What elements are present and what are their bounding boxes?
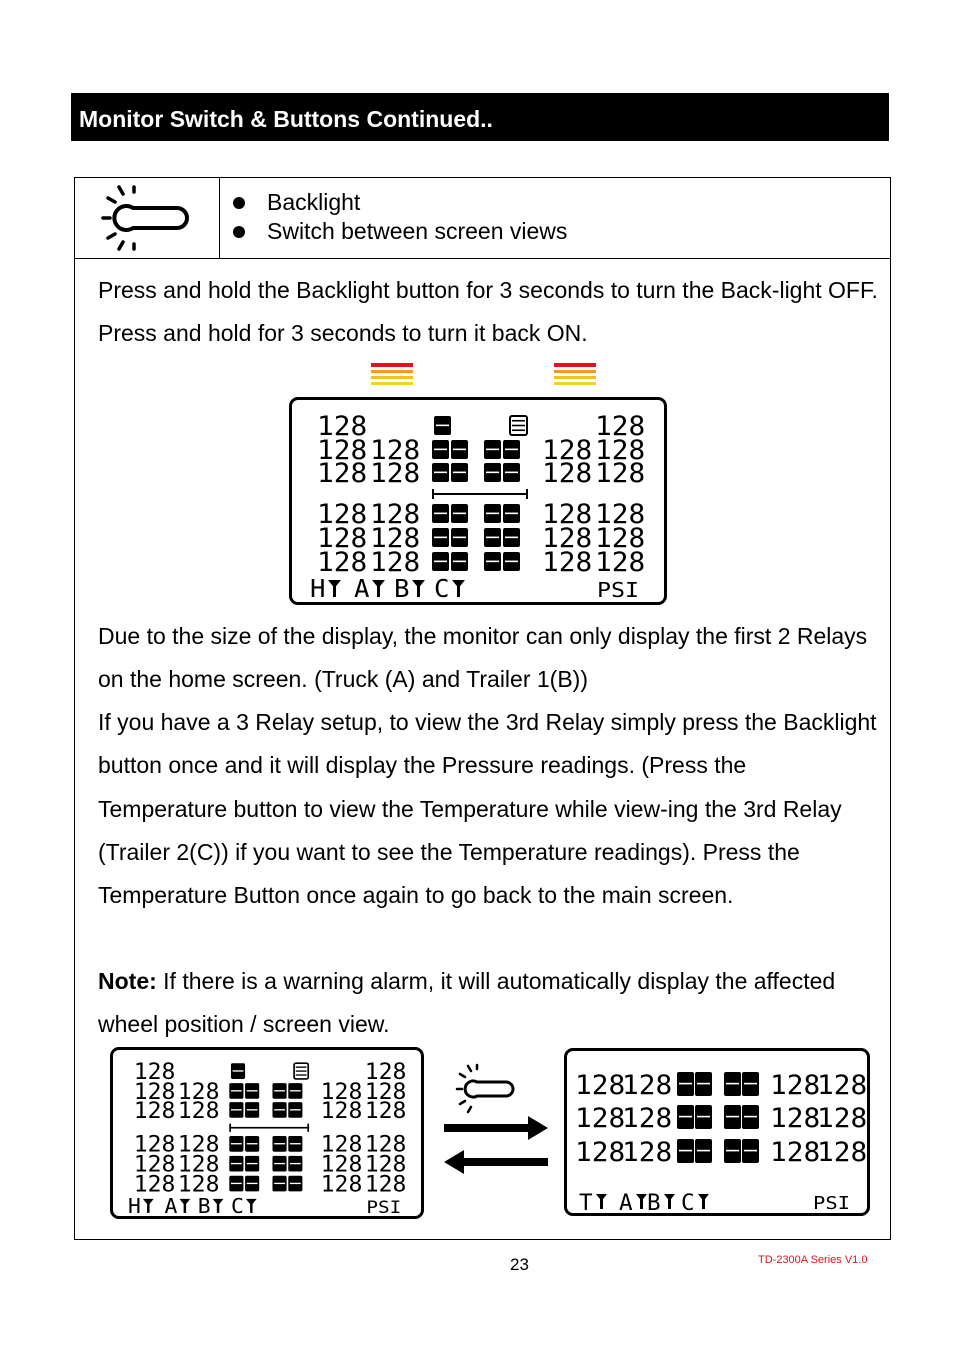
pressure-reading: 128 bbox=[320, 1097, 363, 1124]
pressure-reading: 128 bbox=[364, 1171, 407, 1198]
pressure-reading: 128 bbox=[317, 523, 368, 554]
pressure-reading: 128 bbox=[595, 458, 646, 489]
pressure-reading: 128 bbox=[133, 1078, 176, 1105]
relay-label: C bbox=[434, 574, 450, 603]
tire-icon bbox=[742, 1105, 759, 1129]
tire-icon bbox=[432, 463, 449, 482]
pressure-reading: 128 bbox=[177, 1131, 220, 1158]
signal-icon bbox=[372, 580, 385, 597]
relay-label: C bbox=[681, 1191, 695, 1216]
tire-icon bbox=[484, 440, 501, 459]
lcd-display-third-relay bbox=[564, 1048, 870, 1216]
tire-icon bbox=[288, 1176, 302, 1192]
relay-label: B bbox=[197, 1193, 211, 1218]
button-row bbox=[75, 178, 890, 259]
tire-icon bbox=[484, 463, 501, 482]
tire-icon bbox=[272, 1156, 286, 1172]
tire-icon bbox=[451, 440, 468, 459]
tire-icon bbox=[724, 1072, 741, 1096]
tire-icon bbox=[229, 1176, 243, 1192]
signal-icon bbox=[246, 1199, 257, 1213]
tire-icon bbox=[503, 440, 520, 459]
pressure-reading: 128 bbox=[542, 435, 593, 466]
relay-label: H bbox=[310, 574, 326, 603]
signal-icon bbox=[452, 580, 465, 597]
tire-icon bbox=[245, 1136, 259, 1152]
pressure-reading: 128 bbox=[370, 458, 421, 489]
tire-icon bbox=[695, 1139, 712, 1163]
section-title: Monitor Switch & Buttons Continued.. bbox=[79, 106, 493, 132]
tire-icon bbox=[742, 1072, 759, 1096]
lcd-display-main bbox=[289, 397, 667, 605]
tire-icon bbox=[272, 1102, 286, 1118]
pressure-reading: 128 bbox=[320, 1131, 363, 1158]
signal-icon bbox=[698, 1194, 709, 1209]
pressure-reading: 128 bbox=[622, 1070, 673, 1101]
tire-icon bbox=[451, 528, 468, 547]
relay-label: A bbox=[164, 1193, 178, 1218]
warning-icon bbox=[371, 363, 413, 385]
pressure-reading: 128 bbox=[817, 1070, 868, 1101]
relay-label: T bbox=[579, 1191, 593, 1216]
tire-icon bbox=[677, 1072, 694, 1096]
pressure-reading: 128 bbox=[622, 1137, 673, 1168]
tire-icon bbox=[451, 463, 468, 482]
warning-bars bbox=[371, 361, 599, 389]
right-arrow-icon bbox=[444, 1116, 548, 1140]
tire-icon bbox=[677, 1105, 694, 1129]
list-item: Switch between screen views bbox=[233, 217, 567, 246]
pressure-reading: 128 bbox=[317, 547, 368, 578]
axle-line bbox=[229, 1127, 309, 1129]
paragraph-third-relay: If you have a 3 Relay setup, to view the 3rd Relay simply press the Backlight button once and it will display the Pressure readings. (Press the Temperature button to view the Temperature while view-ing the 3rd Relay (Trailer 2(C)) if you want to see the Temperature readings). Press the Temperature Button once again to go back to the main screen. bbox=[98, 709, 877, 909]
pressure-reading: 128 bbox=[595, 411, 646, 442]
bullet-icon bbox=[233, 197, 245, 209]
tire-icon bbox=[432, 504, 449, 523]
tire-icon bbox=[451, 504, 468, 523]
pressure-reading: 128 bbox=[575, 1070, 626, 1101]
backlight-bulb-icon bbox=[75, 178, 219, 258]
pressure-reading: 128 bbox=[370, 499, 421, 530]
tire-icon bbox=[677, 1139, 694, 1163]
signal-icon bbox=[213, 1199, 224, 1213]
tire-icon bbox=[245, 1083, 259, 1099]
tire-icon bbox=[245, 1156, 259, 1172]
tire-icon bbox=[229, 1156, 243, 1172]
pressure-reading: 128 bbox=[133, 1131, 176, 1158]
signal-icon bbox=[328, 580, 341, 597]
tire-icon bbox=[288, 1136, 302, 1152]
backlight-bulb-icon bbox=[457, 1065, 513, 1112]
tire-icon bbox=[432, 528, 449, 547]
pressure-reading: 128 bbox=[364, 1151, 407, 1178]
unit-label: PSI bbox=[813, 1193, 850, 1214]
relay-label: H bbox=[127, 1193, 141, 1218]
signal-icon bbox=[664, 1194, 675, 1209]
pressure-reading: 128 bbox=[817, 1103, 868, 1134]
pressure-reading: 128 bbox=[364, 1131, 407, 1158]
relay-label: A bbox=[354, 574, 370, 603]
tire-icon bbox=[288, 1156, 302, 1172]
pressure-reading: 128 bbox=[595, 499, 646, 530]
tire-icon bbox=[695, 1072, 712, 1096]
pressure-reading: 128 bbox=[177, 1097, 220, 1124]
tire-icon bbox=[484, 552, 501, 571]
tire-icon bbox=[503, 528, 520, 547]
pressure-reading: 128 bbox=[770, 1103, 821, 1134]
tire-icon bbox=[724, 1139, 741, 1163]
note-text: If there is a warning alarm, it will automatically display the affected wheel position / screen view. bbox=[98, 968, 836, 1038]
tire-icon bbox=[272, 1083, 286, 1099]
tire-icon bbox=[229, 1102, 243, 1118]
signal-icon bbox=[412, 580, 425, 597]
pressure-reading: 128 bbox=[177, 1078, 220, 1105]
left-arrow-icon bbox=[444, 1150, 548, 1174]
pressure-reading: 128 bbox=[770, 1137, 821, 1168]
unit-label: PSI bbox=[366, 1197, 402, 1217]
pressure-reading: 128 bbox=[542, 458, 593, 489]
spare-tire-icon bbox=[294, 1063, 308, 1079]
pressure-reading: 128 bbox=[317, 499, 368, 530]
pressure-reading: 128 bbox=[370, 435, 421, 466]
pressure-reading: 128 bbox=[595, 435, 646, 466]
pressure-reading: 128 bbox=[364, 1078, 407, 1105]
tire-icon bbox=[432, 552, 449, 571]
spare-tire-icon bbox=[510, 416, 527, 435]
pressure-reading: 128 bbox=[317, 435, 368, 466]
note-label: Note: bbox=[98, 968, 157, 994]
pressure-reading: 128 bbox=[542, 523, 593, 554]
list-item: Backlight bbox=[233, 188, 567, 217]
tire-icon bbox=[484, 528, 501, 547]
tire-icon bbox=[231, 1063, 245, 1079]
pressure-reading: 128 bbox=[177, 1171, 220, 1198]
pressure-reading: 128 bbox=[595, 547, 646, 578]
pressure-reading: 128 bbox=[133, 1058, 176, 1085]
pressure-reading: 128 bbox=[133, 1151, 176, 1178]
signal-icon bbox=[636, 1194, 647, 1209]
tire-icon bbox=[272, 1176, 286, 1192]
signal-icon bbox=[596, 1194, 607, 1209]
tire-icon bbox=[288, 1083, 302, 1099]
pressure-reading: 128 bbox=[133, 1171, 176, 1198]
paragraph-display-size: Due to the size of the display, the monitor can only display the first 2 Relays on the home screen. (Truck (A) and Trailer 1(B)) bbox=[98, 623, 868, 693]
icon-cell bbox=[75, 178, 220, 258]
paragraph-backlight: Press and hold the Backlight button for 3 seconds to turn the Back-light OFF. Press and hold for 3 seconds to turn it back ON. bbox=[98, 277, 878, 347]
pressure-reading: 128 bbox=[817, 1137, 868, 1168]
page-number: 23 bbox=[510, 1255, 529, 1274]
pressure-reading: 128 bbox=[542, 547, 593, 578]
tire-icon bbox=[503, 552, 520, 571]
tire-icon bbox=[434, 416, 451, 435]
pressure-reading: 128 bbox=[770, 1070, 821, 1101]
version-label: TD-2300A Series V1.0 bbox=[758, 1254, 868, 1266]
pressure-reading: 128 bbox=[542, 499, 593, 530]
tire-icon bbox=[288, 1102, 302, 1118]
pressure-reading: 128 bbox=[575, 1103, 626, 1134]
switch-diagram bbox=[440, 1060, 550, 1180]
pressure-reading: 128 bbox=[595, 523, 646, 554]
tire-icon bbox=[229, 1136, 243, 1152]
paragraph-note bbox=[98, 960, 878, 1047]
unit-label: PSI bbox=[597, 578, 639, 602]
pressure-reading: 128 bbox=[364, 1058, 407, 1085]
signal-icon bbox=[143, 1199, 154, 1213]
signal-icon bbox=[179, 1199, 190, 1213]
pressure-reading: 128 bbox=[622, 1103, 673, 1134]
tire-icon bbox=[724, 1105, 741, 1129]
tire-icon bbox=[245, 1102, 259, 1118]
tire-icon bbox=[229, 1083, 243, 1099]
tire-icon bbox=[695, 1105, 712, 1129]
axle-line bbox=[432, 493, 528, 495]
pressure-reading: 128 bbox=[133, 1097, 176, 1124]
tire-icon bbox=[503, 504, 520, 523]
relay-label: B bbox=[647, 1191, 661, 1216]
tire-icon bbox=[484, 504, 501, 523]
pressure-reading: 128 bbox=[177, 1151, 220, 1178]
pressure-reading: 128 bbox=[370, 547, 421, 578]
tire-icon bbox=[245, 1176, 259, 1192]
content-box bbox=[74, 177, 891, 1240]
pressure-reading: 128 bbox=[317, 458, 368, 489]
bullet-icon bbox=[233, 226, 245, 238]
relay-label: B bbox=[394, 574, 410, 603]
bullet-list bbox=[233, 188, 567, 246]
pressure-reading: 128 bbox=[320, 1171, 363, 1198]
warning-icon bbox=[554, 363, 596, 385]
pressure-reading: 128 bbox=[320, 1078, 363, 1105]
pressure-reading: 128 bbox=[575, 1137, 626, 1168]
tire-icon bbox=[272, 1136, 286, 1152]
pressure-reading: 128 bbox=[370, 523, 421, 554]
pressure-reading: 128 bbox=[320, 1151, 363, 1178]
pressure-reading: 128 bbox=[317, 411, 368, 442]
tire-icon bbox=[451, 552, 468, 571]
tire-icon bbox=[742, 1139, 759, 1163]
tire-icon bbox=[503, 463, 520, 482]
section-header bbox=[71, 93, 889, 141]
pressure-reading: 128 bbox=[364, 1097, 407, 1124]
relay-label: A bbox=[619, 1191, 633, 1216]
relay-label: C bbox=[230, 1193, 244, 1218]
tire-icon bbox=[432, 440, 449, 459]
lcd-display-small bbox=[110, 1047, 424, 1219]
